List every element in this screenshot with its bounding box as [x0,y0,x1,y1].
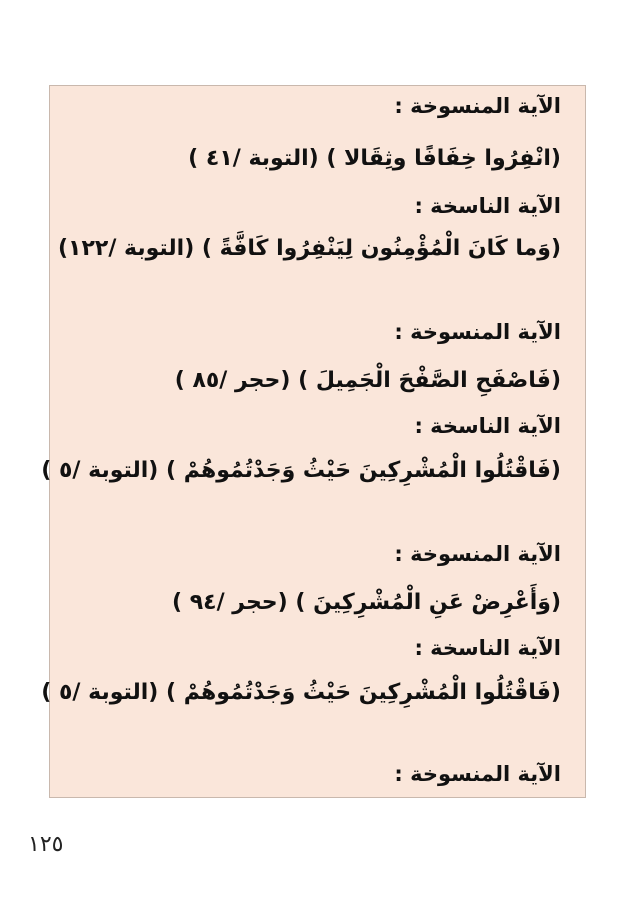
abrogated-verse-label: الآية المنسوخة : [394,542,561,566]
abrogated-verse-label: الآية المنسوخة : [394,762,561,786]
page-number: ١٢٥ [28,832,64,857]
abrogated-verse-text: (فَاصْفَحِ الصَّفْحَ الْجَمِيلَ ) (حجر /٨٥ ) [174,368,561,393]
abrogated-verse-label: الآية المنسوخة : [394,320,561,344]
abrogating-verse-text: (فَاقْتُلُوا الْمُشْرِكِينَ حَيْثُ وَجَدْتُمُوهُمْ ) (التوبة /٥ ) [41,680,561,705]
abrogated-verse-text: (انْفِرُوا خِفَافًا وثِقَالا ) (التوبة /٤١ ) [188,146,561,171]
abrogated-verse-label: الآية المنسوخة : [394,94,561,118]
abrogating-verse-text: (وَما كَانَ الْمُؤْمِنُون لِيَنْفِرُوا كَافَّةً ) (التوبة /١٢٢) [57,236,561,261]
abrogating-verse-label: الآية الناسخة : [414,414,561,438]
abrogating-verse-label: الآية الناسخة : [414,194,561,218]
abrogated-verse-text: (وَأَعْرِضْ عَنِ الْمُشْرِكِينَ ) (حجر /٩٤ ) [171,590,561,615]
content-panel [41,85,586,798]
abrogating-verse-label: الآية الناسخة : [414,636,561,660]
abrogating-verse-text: (فَاقْتُلُوا الْمُشْرِكِينَ حَيْثُ وَجَدْتُمُوهُمْ ) (التوبة /٥ ) [41,458,561,483]
